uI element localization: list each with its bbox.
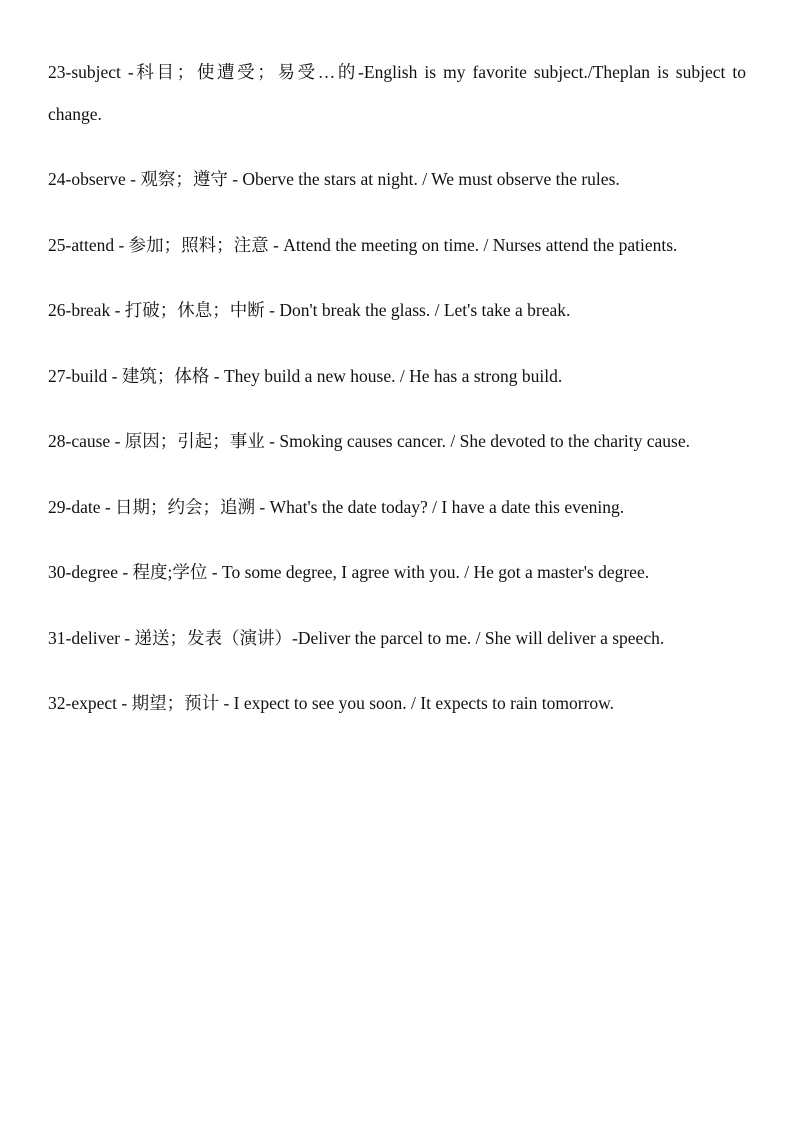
vocab-entry-observe: 24-observe - 观察；遵守 - Oberve the stars at night. / We must observe the rules. <box>48 169 620 189</box>
vocab-entry-build: 27-build - 建筑；体格 - They build a new house. / He has a strong build. <box>48 365 563 386</box>
vocab-entry-degree: 30-degree - 程度;学位 - To some degree, I agree with you. / He got a master's degree. <box>48 562 650 582</box>
vocab-entry-date: 29-date - 日期；约会；追溯 - What's the date today? / I have a date this evening. <box>48 496 625 517</box>
vocab-entry-break: 26-break - 打破；休息；中断 - Don't break the glass. / Let's take a break. <box>48 300 571 320</box>
vocab-entry-subject: 23-subject -科目；使遭受；易受…的-English is my favorite subject./Theplan is subject to change. <box>48 62 746 124</box>
vocab-entry-expect: 32-expect - 期望；预计 - I expect to see you soon. / It expects to rain tomorrow. <box>48 693 615 713</box>
vocab-entry-cause: 28-cause - 原因；引起；事业 - Smoking causes cancer. / She devoted to the charity cause. <box>48 431 690 451</box>
vocab-entry-deliver: 31-deliver - 递送；发表（演讲）-Deliver the parcel to me. / She will deliver a speech. <box>48 627 665 648</box>
vocab-entry-attend: 25-attend - 参加；照料；注意 - Attend the meeting on time. / Nurses attend the patients. <box>48 234 678 255</box>
vocabulary-list <box>48 52 746 749</box>
